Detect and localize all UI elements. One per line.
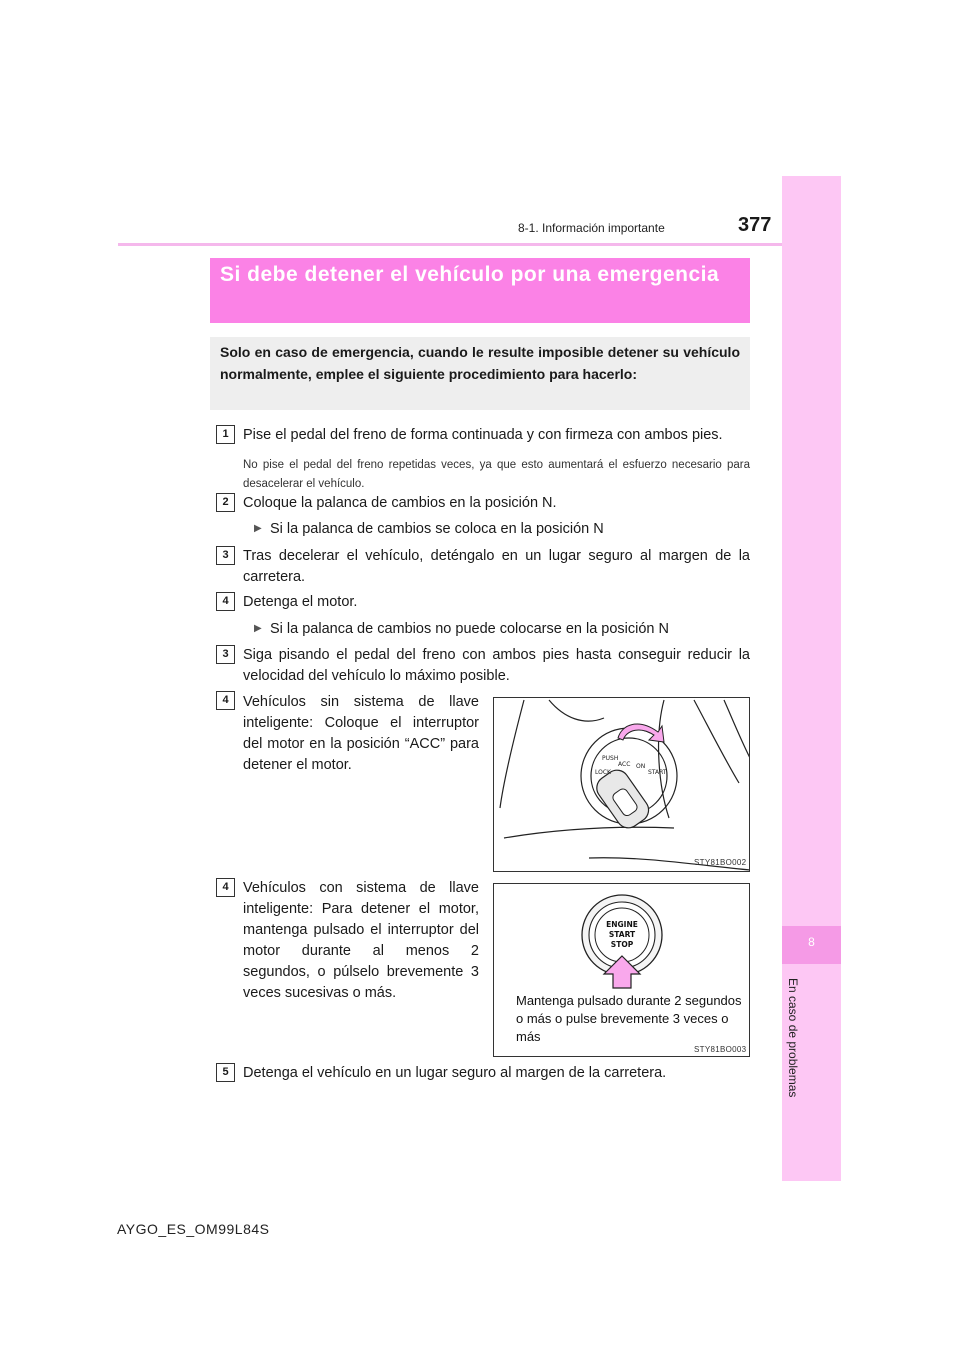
step-badge: 3 [216, 546, 235, 565]
step-text: Vehículos con sistema de llave inteligente: Para detener el motor, mantenga pulsado el interruptor del motor durante al menos 2 segundos, o púlselo brevemente 3 veces sucesivas o más. [243, 880, 479, 1001]
document-code: AYGO_ES_OM99L84S [117, 1221, 270, 1237]
bullet-text: Si la palanca de cambios se coloca en la posición N [270, 521, 604, 537]
step-text: Tras decelerar el vehículo, deténgalo en un lugar seguro al margen de la carretera. [243, 548, 750, 585]
figure-caption: Mantenga pulsado durante 2 segundos o más o pulse brevemente 3 veces o más [516, 993, 742, 1044]
button-label-stop: STOP [610, 940, 634, 949]
step-badge: 4 [216, 592, 235, 611]
chapter-number: 8 [808, 935, 815, 949]
button-label-engine: ENGINE [606, 920, 638, 929]
bullet-arrow-icon: ▶ [254, 523, 262, 534]
section-reference: 8-1. Información importante [518, 221, 665, 235]
chapter-label: En caso de problemas [786, 978, 800, 1098]
step-text: Pise el pedal del freno de forma continuada y con firmeza con ambos pies. [243, 427, 723, 443]
button-label-start: START [608, 930, 636, 939]
step-badge: 4 [216, 878, 235, 897]
step-badge: 4 [216, 691, 235, 710]
step-badge: 5 [216, 1063, 235, 1082]
label-start: START [648, 769, 667, 776]
figure-code: STY81BO002 [694, 858, 747, 867]
step-badge: 1 [216, 425, 235, 444]
step-text: Vehículos sin sistema de llave inteligente: Coloque el interruptor del motor en la posición “ACC” para detener el motor. [243, 694, 479, 773]
label-push: PUSH [602, 755, 619, 762]
step-note: No pise el pedal del freno repetidas veces, ya que esto aumentará el esfuerzo necesario para desacelerar el vehículo. [243, 459, 750, 490]
bullet-arrow-icon: ▶ [254, 623, 262, 634]
step-badge: 2 [216, 493, 235, 512]
header-divider [118, 243, 840, 246]
key-switch-illustration [494, 698, 750, 872]
key-switch-figure [493, 697, 750, 872]
label-acc: ACC [618, 761, 631, 768]
label-on: ON [636, 763, 646, 770]
engine-button-illustration [494, 884, 750, 994]
label-lock: LOCK [595, 769, 611, 776]
step-text: Coloque la palanca de cambios en la posición N. [243, 495, 557, 511]
step-text: Detenga el motor. [243, 594, 358, 610]
step-badge: 3 [216, 645, 235, 664]
bullet-text: Si la palanca de cambios no puede colocarse en la posición N [270, 621, 669, 637]
step-text: Detenga el vehículo en un lugar seguro al margen de la carretera. [243, 1065, 667, 1081]
step-text: Siga pisando el pedal del freno con ambos pies hasta conseguir reducir la velocidad del vehículo lo máximo posible. [243, 647, 750, 684]
section-title: Si debe detener el vehículo por una emergencia [210, 258, 750, 323]
page-number: 377 [738, 214, 772, 236]
figure-code: STY81BO003 [694, 1045, 747, 1054]
engine-button-figure [493, 883, 750, 1057]
intro-box: Solo en caso de emergencia, cuando le resulte imposible detener su vehículo normalmente, emplee el siguiente procedimiento para hacerlo: [210, 337, 750, 410]
